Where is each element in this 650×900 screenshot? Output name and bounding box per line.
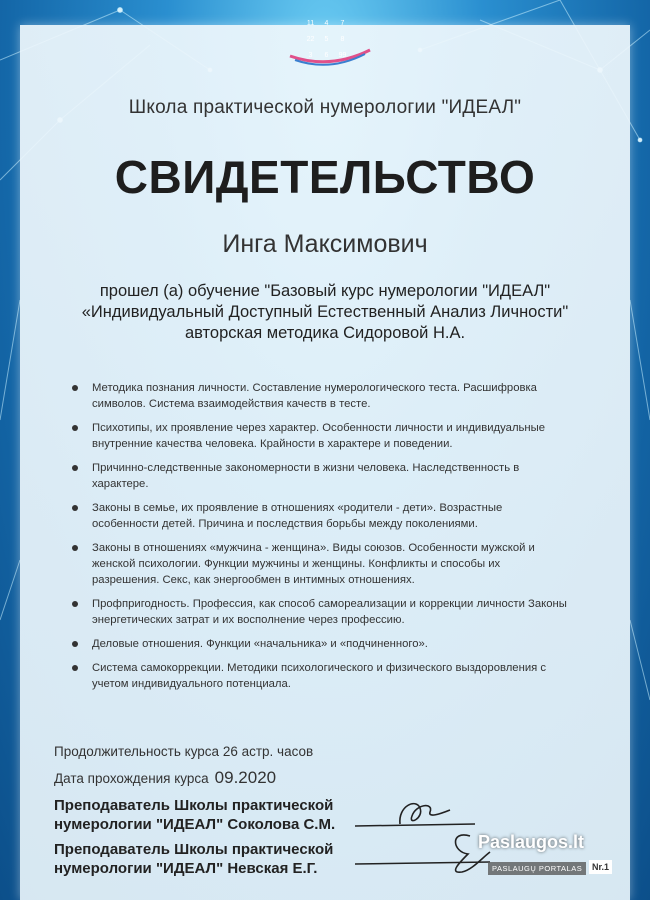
bullet-icon — [72, 601, 78, 607]
topic-text: Причинно-следственные закономерности в жизни человека. Наследственность в характере. — [92, 462, 520, 490]
logo-cell: 6 — [324, 52, 329, 59]
teacher-sokolova — [54, 796, 335, 834]
logo-cell: 5 — [324, 36, 329, 43]
bullet-icon — [72, 545, 78, 551]
topic-text: Психотипы, их проявление через характер. Особенности личности и индивидуальные внутренние качества человека. Крайности в характере и поведении. — [92, 422, 546, 450]
logo-cell: 11 — [306, 20, 315, 27]
list-item — [70, 540, 570, 588]
course-duration: Продолжительность курса 26 астр. часов — [54, 744, 314, 759]
list-item — [70, 500, 570, 532]
course-line: прошел (а) обучение "Базовый курс нумерологии "ИДЕАЛ" — [99, 282, 551, 300]
course-description — [40, 281, 610, 344]
topic-text: Профпригодность. Профессия, как способ самореализации и коррекции личности Законы энергетических затрат и их восполнение через профессию. — [92, 598, 567, 626]
date-value: 09.2020 — [214, 768, 277, 787]
topic-text: Методика познания личности. Составление нумерологического теста. Расшифровка символов. Система взаимодействия качеств в тесте. — [92, 382, 537, 410]
course-line: авторская методика Сидоровой Н.А. — [184, 324, 466, 342]
logo-cell: 99 — [338, 52, 347, 59]
bullet-icon — [72, 641, 78, 647]
teacher-line: Преподаватель Школы практической — [54, 797, 334, 814]
bullet-icon — [72, 425, 78, 431]
topics-list — [70, 380, 570, 700]
bullet-icon — [72, 465, 78, 471]
list-item — [70, 660, 570, 692]
list-item — [70, 380, 570, 412]
certificate-title: СВИДЕТЕЛЬСТВО — [114, 151, 536, 203]
completion-date-row — [54, 768, 276, 788]
list-item — [70, 460, 570, 492]
list-item — [70, 420, 570, 452]
topic-text: Законы в семье, их проявление в отношениях «родители - дети». Возрастные особенности детей. Причина и последствия борьбы между поколениями. — [92, 502, 503, 530]
list-item — [70, 596, 570, 628]
teacher-line: Преподаватель Школы практической — [54, 841, 334, 858]
topic-text: Деловые отношения. Функции «начальника» и «подчиненного». — [92, 638, 428, 650]
bullet-icon — [72, 505, 78, 511]
logo-cell: 3 — [308, 52, 313, 59]
teacher-nevskaya — [54, 840, 333, 878]
numerology-grid-logo — [303, 16, 353, 66]
school-name: Школа практической нумерологии "ИДЕАЛ" — [128, 97, 522, 118]
logo-cell: 22 — [306, 36, 315, 43]
teacher-line: нумерологии "ИДЕАЛ" Невская Е.Г. — [54, 860, 318, 877]
watermark-subtitle: PASLAUGŲ PORTALAS — [488, 862, 586, 875]
teacher-line: нумерологии "ИДЕАЛ" Соколова С.М. — [54, 816, 336, 833]
watermark — [478, 832, 628, 882]
logo-cell: 4 — [324, 20, 329, 27]
list-item — [70, 636, 570, 652]
topic-text: Система самокоррекции. Методики психологического и физического выздоровления с учетом индивидуального потенциала. — [92, 662, 547, 690]
logo-cell: 7 — [340, 20, 345, 27]
logo-cell: 8 — [340, 36, 345, 43]
bullet-icon — [72, 665, 78, 671]
bullet-icon — [72, 385, 78, 391]
course-line: «Индивидуальный Доступный Естественный Анализ Личности" — [81, 303, 569, 321]
date-label: Дата прохождения курса — [54, 771, 209, 786]
topic-text: Законы в отношениях «мужчина - женщина». Виды союзов. Особенности мужской и женской психологии. Функции мужчины и женщины. Конфликты и способы их разрешения. Секс, как энергообмен в интимных отношениях. — [92, 542, 535, 586]
watermark-badge: Nr.1 — [589, 860, 612, 874]
watermark-site: Paslaugos.lt — [478, 832, 585, 852]
recipient-name: Инга Максимович — [222, 230, 428, 258]
